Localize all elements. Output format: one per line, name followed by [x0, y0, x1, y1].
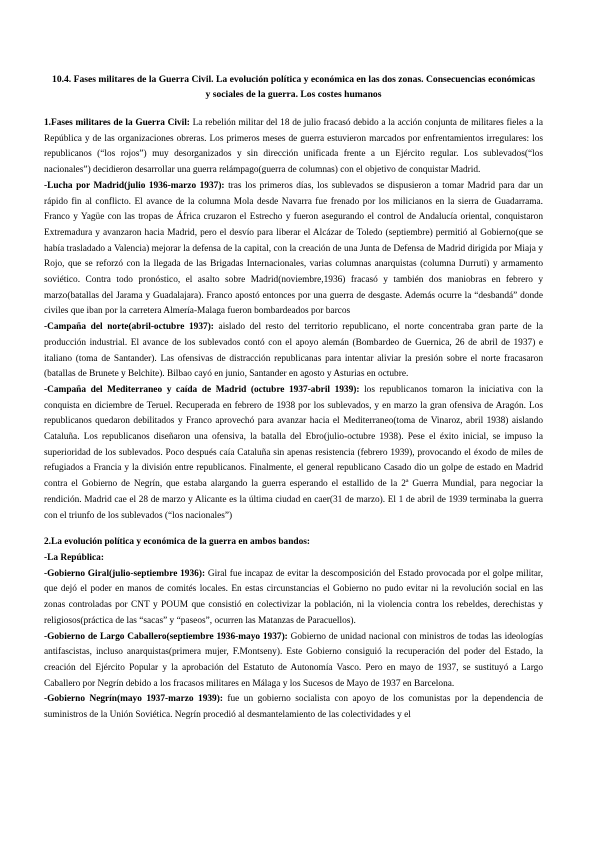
section1-intro-paragraph	[44, 116, 543, 179]
mediterraneo-paragraph	[44, 383, 543, 524]
madrid-paragraph	[44, 179, 543, 320]
norte-heading: -Campaña del norte(abril-octubre 1937):	[44, 322, 214, 333]
madrid-text: tras los primeros días, los sublevados se dispusieron a tomar Madrid para dar un rápido fin al conflicto. El avance de la columna Mola desde Navarra fue frenado por los milicianos en la sierra de Guadarrama. Franco y Yagüe con las tropas de África cruzaron el Estrecho y fueron asegurando el control de Andalucía oriental, conquistaron Extremadura y avanzaron hacia Madrid, pero el desvío para liberar el Alcázar de Toledo (septiembre) permitió al Gobierno(que se había trasladado a Valencia) mejorar la defensa de la capital, con la creación de una Junta de Defensa de Madrid dirigida por Miaja y Rojo, que se reforzó con la llegada de las Brigadas Internacionales, varias columnas anarquistas (columna Durruti) y armamento soviético. Contra todo pronóstico, el asalto sobre Madrid(noviembre,1936) fracasó y también dos maniobras en febrero y marzo(batallas del Jarama y Guadalajara). Franco apostó entonces por una guerra de desgaste. Además ocurre la “desbandá” donde civiles que iban por la carretera Almería-Malaga fueron bombardeados por barcos	[44, 180, 543, 317]
negrin-heading: -Gobierno Negrín(mayo 1937-marzo 1939):	[44, 694, 223, 705]
section1-heading: 1.Fases militares de la Guerra Civil:	[44, 118, 190, 128]
giral-text: Giral fue incapaz de evitar la descomposición del Estado provocada por el golpe militar, que dejó el poder en manos de comités locales. En estas circunstancias el Gobierno no pudo evitar ni la revolución social en las zonas controladas por CNT y POUM que consistió en colectivizar la población, ni la violencia contra los rebeldes, derechistas y religiosos(práctica de las “sacas” y “paseos”, ocurren las Matanzas de Paracuellos).	[44, 568, 543, 626]
republica-heading: -La República:	[44, 552, 104, 563]
section1-intro-text: La rebelión militar del 18 de julio fracasó debido a la acción conjunta de militares fieles a la República y de las organizaciones obreras. Los primeros meses de guerra estuvieron marcados por enfrentamientos irregulares: los republicanos (“los rojos”) muy desorganizados y sin dirección unificada frente a un Ejército regular. Los sublevados(“los nacionales”) decidieron desarrollar una guerra relámpago(guerra de columnas) con el objetivo de conquistar Madrid.	[44, 118, 543, 176]
mediterraneo-heading: -Campaña del Mediterraneo y caída de Madrid (octubre 1937-abril 1939):	[44, 384, 360, 395]
largo-text: Gobierno de unidad nacional con ministros de todas las ideologías antifascistas, incluso anarquistas(primera mujer, F.Montseny). Este Gobierno consiguió la recuperación del poder del Estado, la creación del Ejército Popular y la aprobación del Estatuto de Autonomía Vasco. Pero en mayo de 1937, se sustituyó a Largo Caballero por Negrín debido a los fracasos militares en Málaga y los Sucesos de Mayo de 1937 en Barcelona.	[44, 631, 543, 689]
mediterraneo-text: los republicanos tomaron la iniciativa con la conquista en diciembre de Teruel. Recuperada en febrero de 1938 por los sublevados, y en marzo la gran ofensiva de Aragón. Los republicanos quedaron debilitados y Franco aprovechó para avanzar hacia el Mediterraneo(toma de Vinaroz, abril 1938) aislando Cataluña. Los republicanos diseñaron una ofensiva, la batalla del Ebro(julio-octubre 1938). Pese el éxito inicial, se impuso la superioridad de los sublevados. Poco después caía Cataluña sin apenas resistencia (febrero 1939), provocando el éxodo de miles de refugiados a Francia y la división entre republicanos. Finalmente, el general republicano Casado dio un golpe de estado en Madrid contra el Gobierno de Negrín, que estaba alargando la guerra esperando el estallido de la 2ª Guerra Mundial, para negociar la rendición. Madrid cae el 28 de marzo y Alicante es la última ciudad en caer(31 de marzo). El 1 de abril de 1939 terminaba la guerra con el triunfo de los sublevados (“los nacionales”)	[44, 384, 543, 521]
republica-paragraph	[44, 551, 543, 567]
largo-heading: -Gobierno de Largo Caballero(septiembre 1936-mayo 1937):	[44, 631, 288, 642]
negrin-paragraph	[44, 692, 543, 723]
negrin-text: fue un gobierno socialista con apoyo de los comunistas por la dependencia de suministros de la Unión Soviética. Negrín procedió al desmantelamiento de las colectividades y el	[44, 694, 543, 721]
madrid-heading: -Lucha por Madrid(julio 1936-marzo 1937):	[44, 180, 225, 191]
giral-paragraph	[44, 567, 543, 630]
largo-paragraph	[44, 630, 543, 693]
giral-heading: -Gobierno Giral(julio-septiembre 1936):	[44, 568, 206, 579]
document-title: 10.4. Fases militares de la Guerra Civil. La evolución política y económica en las dos zonas. Consecuencias económicas y sociales de la guerra. Los costes humanos	[52, 74, 535, 100]
norte-text: aislado del resto del territorio republicano, el norte concentraba gran parte de la producción industrial. El avance de los sublevados contó con el apoyo alemán (Bombardeo de Guernica, 26 de abril de 1937) e italiano (toma de Santander). Las ofensivas de distracción republicanas para intentar aliviar la presión sobre el norte fracasaron (batallas de Brunete y Belchite). Bilbao cayó en junio, Santander en agosto y Asturias en octubre.	[44, 322, 543, 380]
section2-heading-paragraph	[44, 535, 543, 551]
norte-paragraph	[44, 320, 543, 383]
section2-heading: 2.La evolución política y económica de la guerra en ambos bandos:	[44, 537, 311, 548]
